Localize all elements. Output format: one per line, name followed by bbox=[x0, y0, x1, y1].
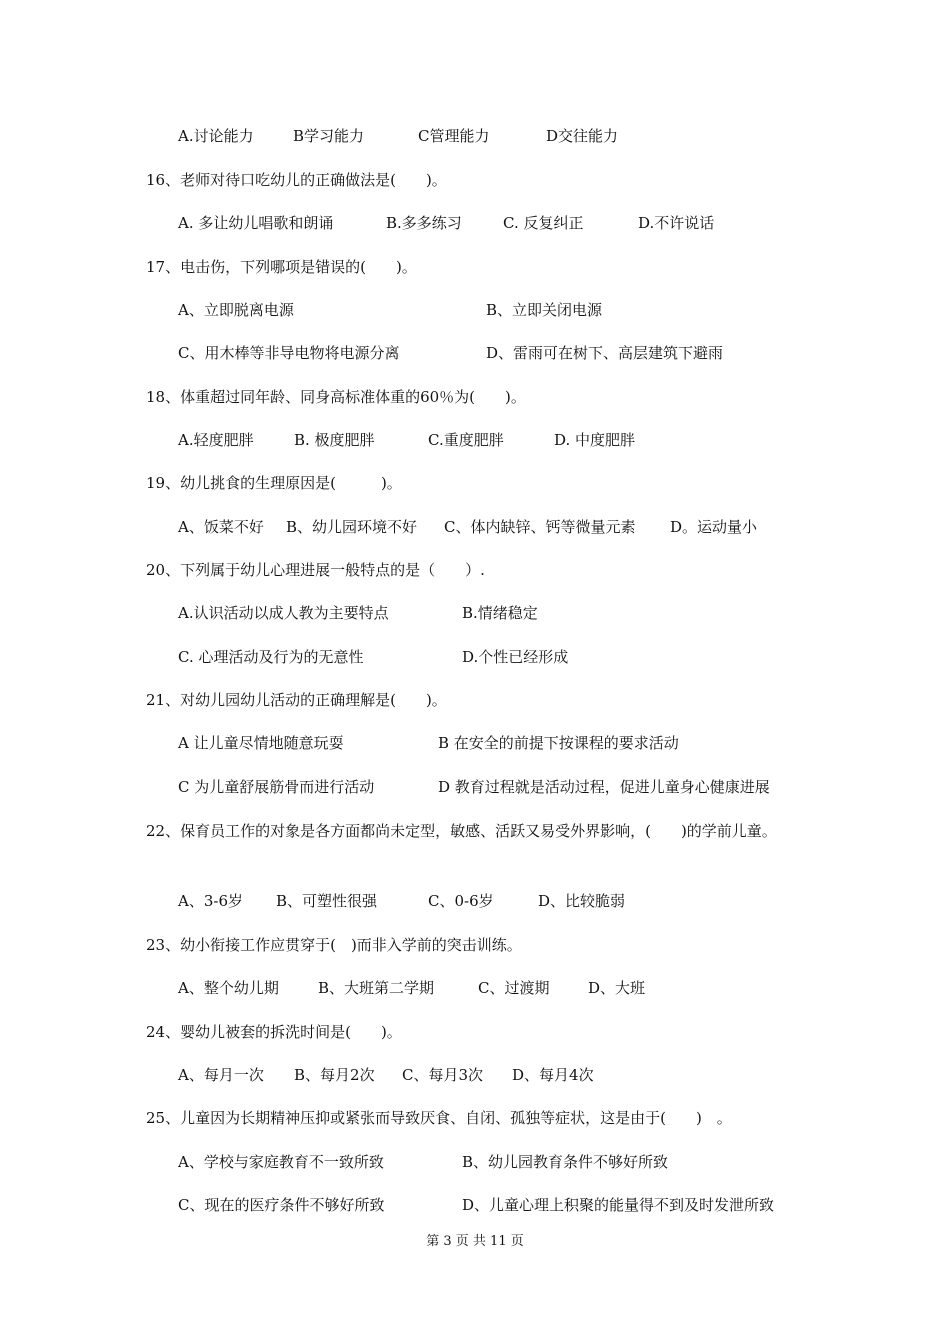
q19-option-b: B、幼儿园环境不好 bbox=[286, 518, 418, 536]
q25-option-d: D、儿童心理上积聚的能量得不到及时发泄所致 bbox=[462, 1196, 775, 1214]
q20-stem: 20、下列属于幼儿心理进展一般特点的是（ ）. bbox=[146, 561, 485, 579]
q20-option-b: B.情绪稳定 bbox=[462, 604, 538, 622]
q21-option-a: A 让儿童尽情地随意玩耍 bbox=[178, 734, 344, 752]
q25-stem: 25、儿童因为长期精神压抑或紧张而导致厌食、自闭、孤独等症状，这是由于( ) 。 bbox=[146, 1109, 732, 1127]
q19-option-c: C、体内缺锌、钙等微量元素 bbox=[444, 518, 636, 536]
q15-option-b: B学习能力 bbox=[293, 127, 365, 145]
q24-option-c: C、每月3次 bbox=[402, 1066, 484, 1084]
q19-option-d: D。运动量小 bbox=[670, 518, 758, 536]
q16-option-a: A. 多让幼儿唱歌和朗诵 bbox=[178, 214, 334, 232]
q18-option-b: B. 极度肥胖 bbox=[294, 431, 375, 449]
q23-option-a: A、整个幼儿期 bbox=[178, 979, 279, 997]
q25-option-c: C、现在的医疗条件不够好所致 bbox=[178, 1196, 385, 1214]
q25-option-a: A、学校与家庭教育不一致所致 bbox=[178, 1153, 384, 1171]
q21-option-c: C 为儿童舒展筋骨而进行活动 bbox=[178, 778, 375, 796]
q19-option-a: A、饭菜不好 bbox=[178, 518, 264, 536]
q17-option-a: A、立即脱离电源 bbox=[178, 301, 294, 319]
q24-option-d: D、每月4次 bbox=[512, 1066, 594, 1084]
q22-option-a: A、3-6岁 bbox=[178, 892, 243, 910]
q16-option-b: B.多多练习 bbox=[386, 214, 462, 232]
q22-stem: 22、保育员工作的对象是各方面都尚未定型，敏感、活跃又易受外界影响，( )的学前儿童。 bbox=[146, 822, 777, 840]
q24-option-a: A、每月一次 bbox=[178, 1066, 264, 1084]
q19-stem: 19、幼儿挑食的生理原因是( )。 bbox=[146, 474, 402, 492]
page-footer: 第 3 页 共 11 页 bbox=[426, 1234, 524, 1249]
q25-option-b: B、幼儿园教育条件不够好所致 bbox=[462, 1153, 669, 1171]
q23-stem: 23、幼小衔接工作应贯穿于( )而非入学前的突击训练。 bbox=[146, 936, 522, 954]
q21-option-d: D 教育过程就是活动过程，促进儿童身心健康进展 bbox=[438, 778, 770, 796]
q18-option-c: C.重度肥胖 bbox=[428, 431, 504, 449]
q20-option-a: A.认识活动以成人教为主要特点 bbox=[178, 604, 389, 622]
q18-stem: 18、体重超过同年龄、同身高标准体重的60％为( )。 bbox=[146, 388, 526, 406]
q23-option-b: B、大班第二学期 bbox=[318, 979, 435, 997]
q15-option-a: A.讨论能力 bbox=[178, 127, 254, 145]
q22-option-c: C、0-6岁 bbox=[428, 892, 494, 910]
q24-stem: 24、婴幼儿被套的拆洗时间是( )。 bbox=[146, 1023, 402, 1041]
q17-option-d: D、雷雨可在树下、高层建筑下避雨 bbox=[486, 344, 724, 362]
q16-option-c: C. 反复纠正 bbox=[503, 214, 584, 232]
q21-option-b: B 在安全的前提下按课程的要求活动 bbox=[438, 734, 679, 752]
q16-option-d: D.不许说话 bbox=[638, 214, 715, 232]
q17-stem: 17、电击伤，下列哪项是错误的( )。 bbox=[146, 258, 417, 276]
q21-stem: 21、对幼儿园幼儿活动的正确理解是( )。 bbox=[146, 691, 447, 709]
q15-option-d: D交往能力 bbox=[546, 127, 619, 145]
q22-option-b: B、可塑性很强 bbox=[276, 892, 378, 910]
q24-option-b: B、每月2次 bbox=[294, 1066, 375, 1084]
q20-option-d: D.个性已经形成 bbox=[462, 648, 569, 666]
q16-stem: 16、老师对待口吃幼儿的正确做法是( )。 bbox=[146, 171, 447, 189]
q20-option-c: C. 心理活动及行为的无意性 bbox=[178, 648, 364, 666]
q23-option-d: D、大班 bbox=[588, 979, 646, 997]
q17-option-c: C、用木棒等非导电物将电源分离 bbox=[178, 344, 400, 362]
q23-option-c: C、过渡期 bbox=[478, 979, 550, 997]
q22-option-d: D、比较脆弱 bbox=[538, 892, 626, 910]
q17-option-b: B、立即关闭电源 bbox=[486, 301, 603, 319]
q18-option-a: A.轻度肥胖 bbox=[178, 431, 254, 449]
q15-option-c: C管理能力 bbox=[418, 127, 490, 145]
q18-option-d: D. 中度肥胖 bbox=[554, 431, 636, 449]
